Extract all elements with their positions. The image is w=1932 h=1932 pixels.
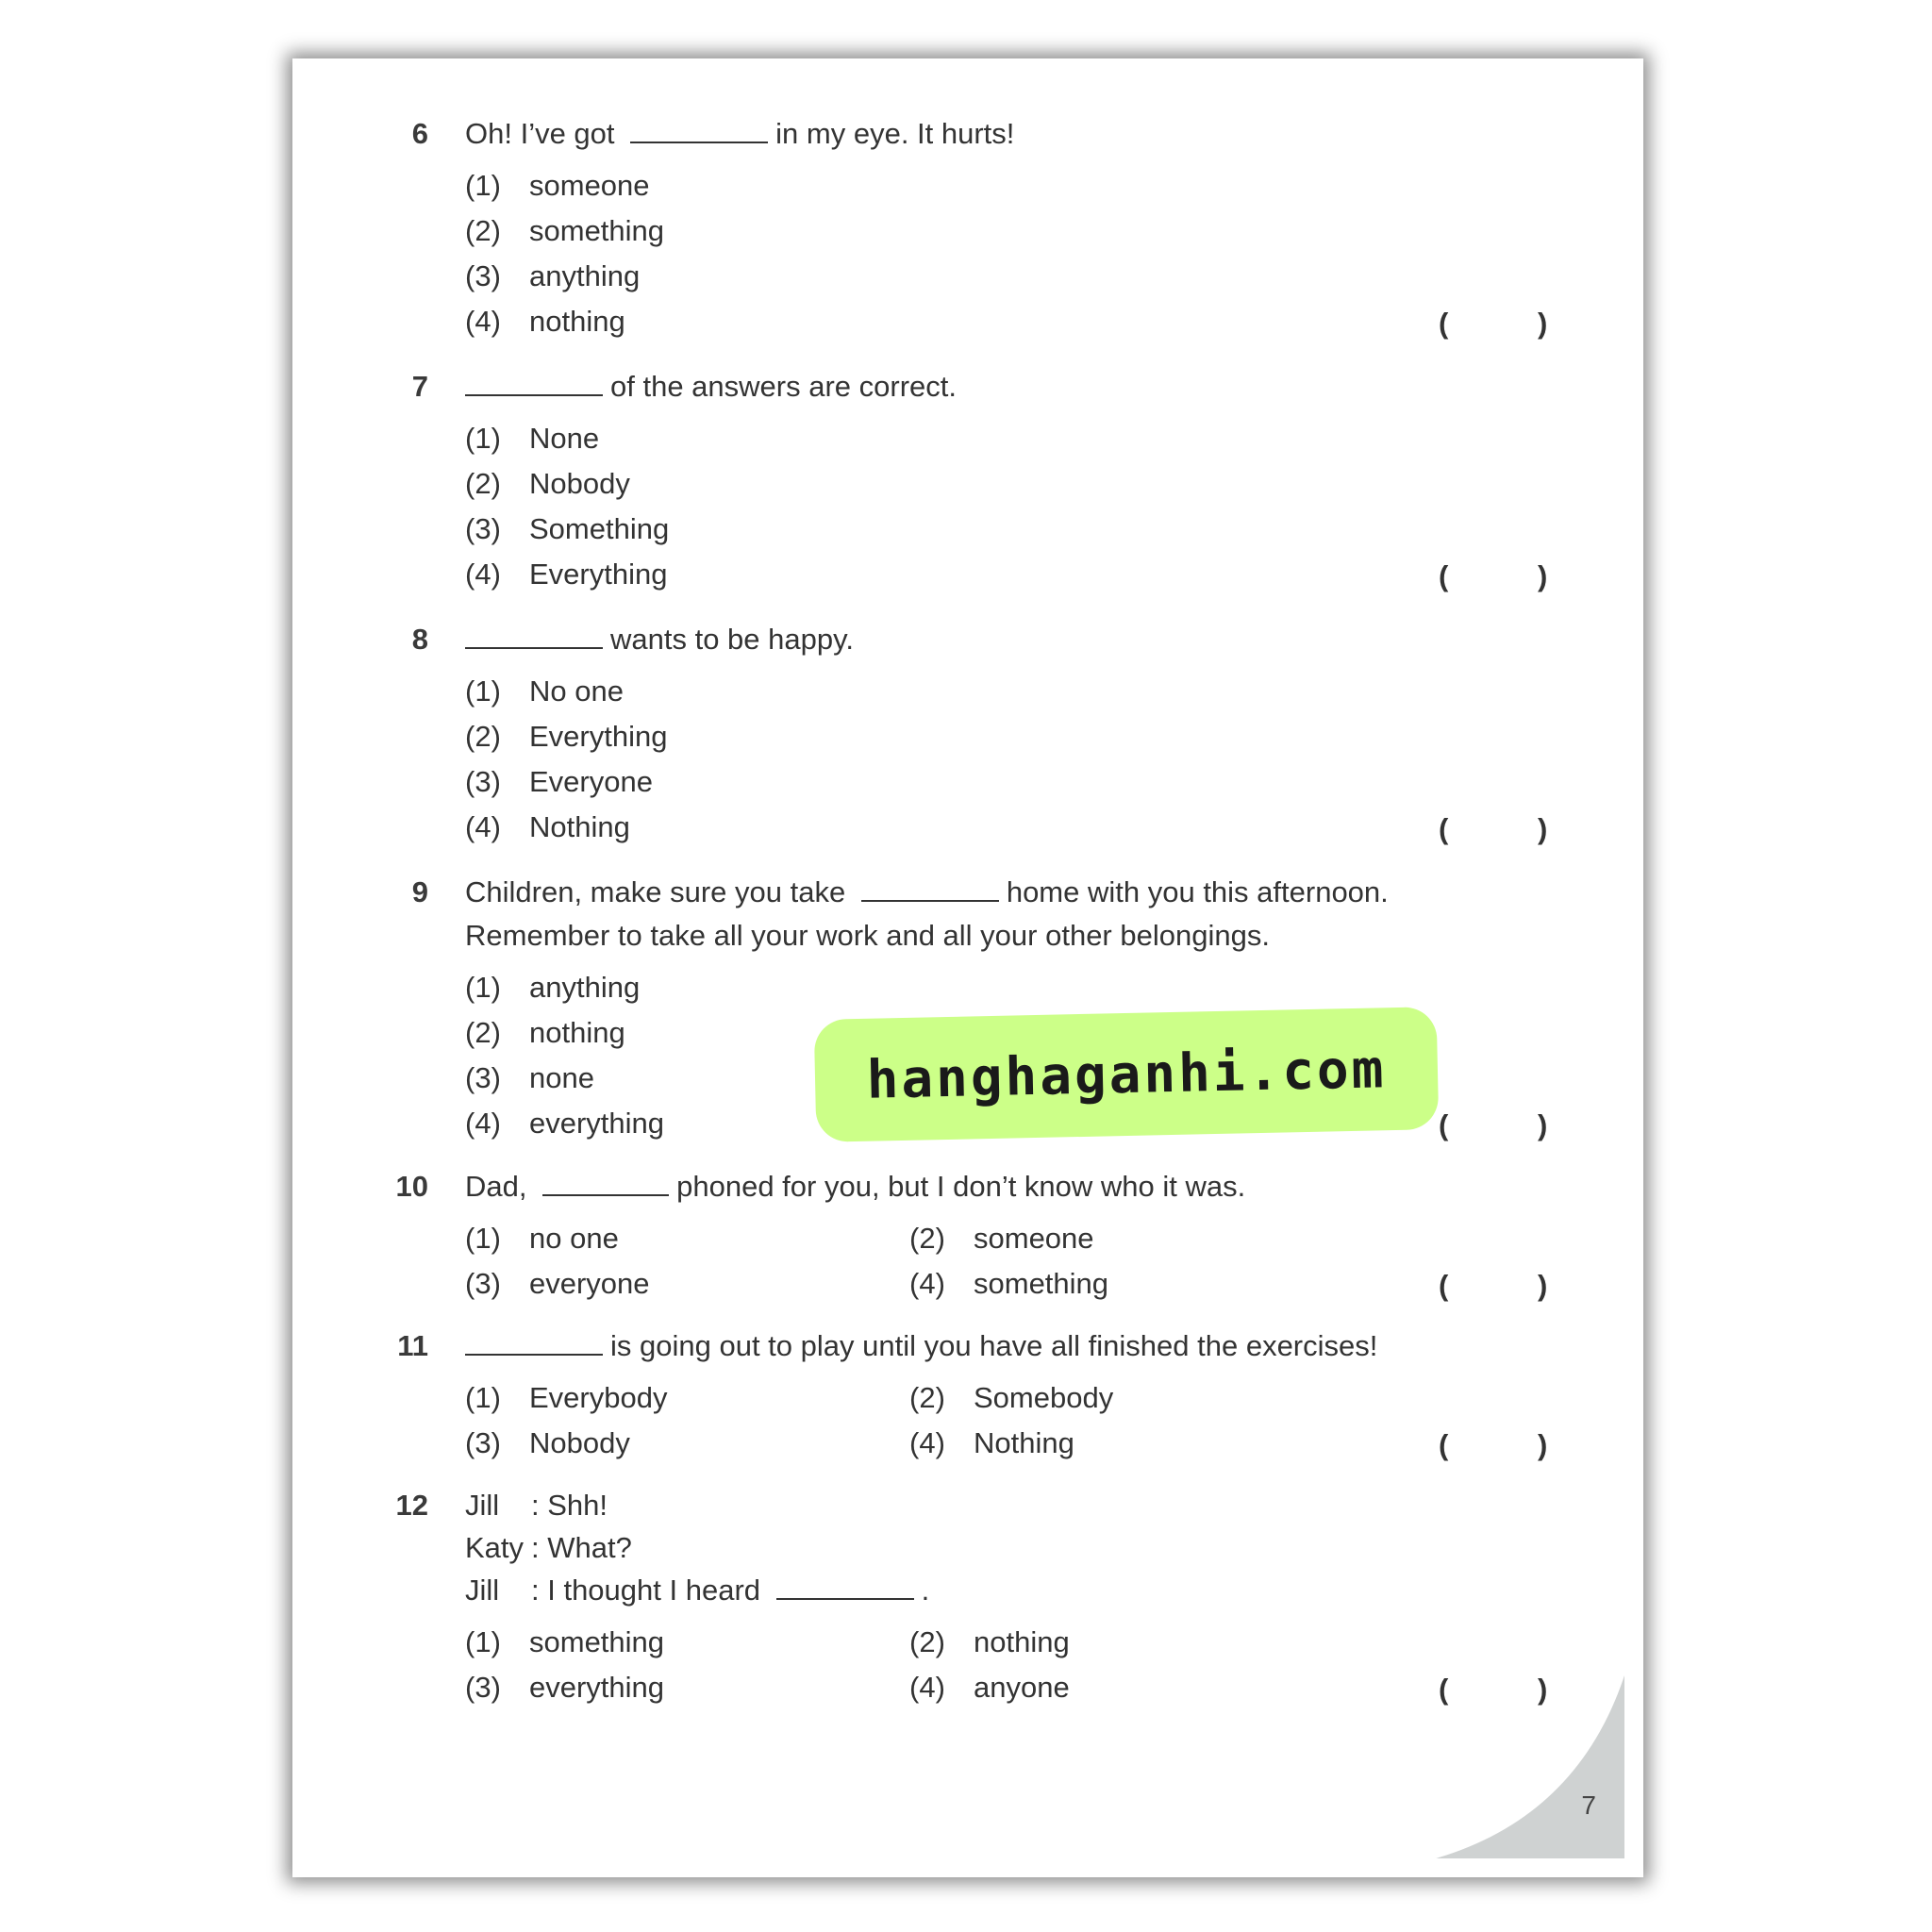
question-text [465, 623, 854, 657]
dialogue-speaker: Jill [465, 1489, 500, 1522]
question-text [465, 875, 1389, 909]
option-label: Nobody [529, 1426, 630, 1459]
option-3[interactable] [465, 1671, 664, 1705]
answer-bracket-close: ) [1538, 559, 1548, 592]
answer-blank [776, 1597, 914, 1600]
question-text [465, 1329, 1377, 1363]
option-label: Everybody [529, 1381, 668, 1414]
answer-bracket-close: ) [1538, 812, 1548, 845]
answer-bracket-open: ( [1439, 307, 1449, 340]
option-4[interactable] [909, 1426, 1074, 1460]
question-number: 11 [397, 1329, 428, 1362]
option-number: (4) [909, 1267, 945, 1300]
option-number: (1) [465, 1625, 501, 1658]
option-4[interactable] [465, 810, 630, 844]
option-label: everyone [529, 1267, 650, 1300]
option-4[interactable] [465, 1107, 664, 1141]
option-1[interactable] [465, 1222, 619, 1256]
dialogue-line-1 [465, 1489, 608, 1523]
option-label: None [529, 422, 600, 455]
option-number: (1) [465, 1222, 501, 1255]
question-text [465, 1170, 1245, 1204]
question-number: 10 [395, 1170, 428, 1203]
option-number: (2) [909, 1222, 945, 1255]
answer-blank [861, 899, 999, 902]
answer-bracket-open: ( [1439, 1673, 1449, 1706]
option-2[interactable] [465, 467, 630, 501]
dialogue-line-2 [465, 1531, 632, 1565]
option-number: (2) [465, 214, 501, 247]
page-curl [1436, 1675, 1624, 1858]
dialogue-speaker: Jill [465, 1574, 500, 1607]
option-label: Nothing [529, 810, 630, 843]
option-2[interactable] [909, 1381, 1113, 1415]
option-number: (3) [465, 259, 501, 292]
worksheet-page [292, 58, 1643, 1877]
option-number: (1) [465, 675, 501, 708]
option-label: something [529, 1625, 665, 1658]
option-number: (1) [465, 971, 501, 1004]
option-number: (3) [465, 765, 501, 798]
option-1[interactable] [465, 1625, 664, 1659]
option-label: anything [529, 971, 641, 1004]
option-number: (1) [465, 422, 501, 455]
option-label: Nothing [974, 1426, 1074, 1459]
option-number: (3) [465, 1426, 501, 1459]
option-1[interactable] [465, 675, 624, 708]
option-label: Somebody [974, 1381, 1114, 1414]
option-label: nothing [529, 1016, 625, 1049]
answer-bracket-open: ( [1439, 1428, 1449, 1461]
question-text-part: home with you this afternoon. [1006, 875, 1389, 908]
option-label: everything [529, 1107, 665, 1140]
option-label: nothing [529, 305, 625, 338]
option-3[interactable] [465, 259, 640, 293]
option-label: nothing [974, 1625, 1070, 1658]
option-label: something [529, 214, 665, 247]
dialogue-line-3 [465, 1574, 929, 1607]
answer-blank [465, 393, 603, 396]
option-label: someone [974, 1222, 1094, 1255]
option-number: (2) [909, 1625, 945, 1658]
option-label: Everything [529, 720, 668, 753]
question-text-part: phoned for you, but I don’t know who it was. [676, 1170, 1246, 1203]
answer-blank [630, 141, 768, 143]
option-2[interactable] [465, 214, 664, 248]
option-4[interactable] [465, 558, 667, 591]
option-3[interactable] [465, 1426, 630, 1460]
answer-bracket-open: ( [1439, 559, 1449, 592]
question-text [465, 370, 957, 404]
option-label: anyone [974, 1671, 1070, 1704]
option-label: something [974, 1267, 1109, 1300]
option-label: no one [529, 1222, 619, 1255]
dialogue-speaker: Katy [465, 1531, 525, 1564]
option-label: someone [529, 169, 650, 202]
option-number: (1) [465, 1381, 501, 1414]
dialogue-text: : What? [531, 1531, 632, 1564]
option-label: No one [529, 675, 624, 708]
option-3[interactable] [465, 512, 669, 546]
question-text-line-2: Remember to take all your work and all your other belongings. [465, 919, 1270, 952]
answer-blank [465, 646, 603, 649]
dialogue-text: : Shh! [531, 1489, 608, 1522]
option-1[interactable] [465, 169, 650, 203]
question-number: 12 [395, 1489, 428, 1522]
option-2[interactable] [465, 720, 667, 754]
question-number: 7 [411, 370, 428, 403]
question-number: 8 [411, 623, 428, 656]
option-number: (3) [465, 1671, 501, 1704]
answer-bracket-close: ) [1538, 1673, 1548, 1706]
page-number: 7 [1581, 1790, 1596, 1820]
watermark-badge [814, 1007, 1440, 1142]
option-label: Nobody [529, 467, 630, 500]
option-label: Everyone [529, 765, 653, 798]
option-number: (3) [465, 1267, 501, 1300]
option-label: Something [529, 512, 670, 545]
question-text-part: of the answers are correct. [610, 370, 957, 403]
answer-bracket-open: ( [1439, 812, 1449, 845]
option-number: (4) [465, 305, 501, 338]
option-1[interactable] [465, 1381, 667, 1415]
answer-bracket-close: ) [1538, 1428, 1548, 1461]
option-number: (4) [465, 810, 501, 843]
option-label: anything [529, 259, 641, 292]
option-2[interactable] [465, 1016, 625, 1050]
question-text-part: is going out to play until you have all finished the exercises! [610, 1329, 1378, 1362]
option-label: Everything [529, 558, 668, 591]
answer-bracket-open: ( [1439, 1108, 1449, 1141]
answer-blank [542, 1193, 669, 1196]
dialogue-text: : I thought I heard [531, 1574, 761, 1607]
option-3[interactable] [465, 765, 653, 799]
option-2[interactable] [909, 1222, 1094, 1256]
option-number: (2) [465, 1016, 501, 1049]
option-4[interactable] [909, 1671, 1070, 1705]
question-text-part: Dad, [465, 1170, 527, 1203]
option-number: (4) [909, 1671, 945, 1704]
option-number: (1) [465, 169, 501, 202]
answer-bracket-close: ) [1538, 307, 1548, 340]
option-number: (2) [465, 720, 501, 753]
option-number: (4) [465, 1107, 501, 1140]
question-text-part: Children, make sure you take [465, 875, 846, 908]
answer-bracket-close: ) [1538, 1269, 1548, 1302]
option-number: (2) [465, 467, 501, 500]
option-number: (4) [465, 558, 501, 591]
question-number: 6 [411, 117, 428, 150]
option-label: everything [529, 1671, 665, 1704]
option-3[interactable] [465, 1061, 594, 1095]
option-number: (3) [465, 1061, 501, 1094]
answer-bracket-close: ) [1538, 1108, 1548, 1141]
option-number: (4) [909, 1426, 945, 1459]
option-label: none [529, 1061, 594, 1094]
answer-bracket-open: ( [1439, 1269, 1449, 1302]
option-2[interactable] [909, 1625, 1070, 1659]
option-number: (2) [909, 1381, 945, 1414]
watermark-text: hanghaganhi.com [866, 1038, 1387, 1111]
option-1[interactable] [465, 971, 640, 1005]
option-4[interactable] [465, 305, 625, 339]
question-text [465, 117, 1014, 151]
question-text-part: Oh! I’ve got [465, 117, 615, 150]
question-text-part: wants to be happy. [610, 623, 854, 656]
option-4[interactable] [909, 1267, 1108, 1301]
option-1[interactable] [465, 422, 599, 456]
question-text-part: in my eye. It hurts! [775, 117, 1015, 150]
answer-blank [465, 1353, 603, 1356]
option-number: (3) [465, 512, 501, 545]
dialogue-end: . [921, 1574, 930, 1607]
option-3[interactable] [465, 1267, 650, 1301]
question-number: 9 [411, 875, 428, 908]
